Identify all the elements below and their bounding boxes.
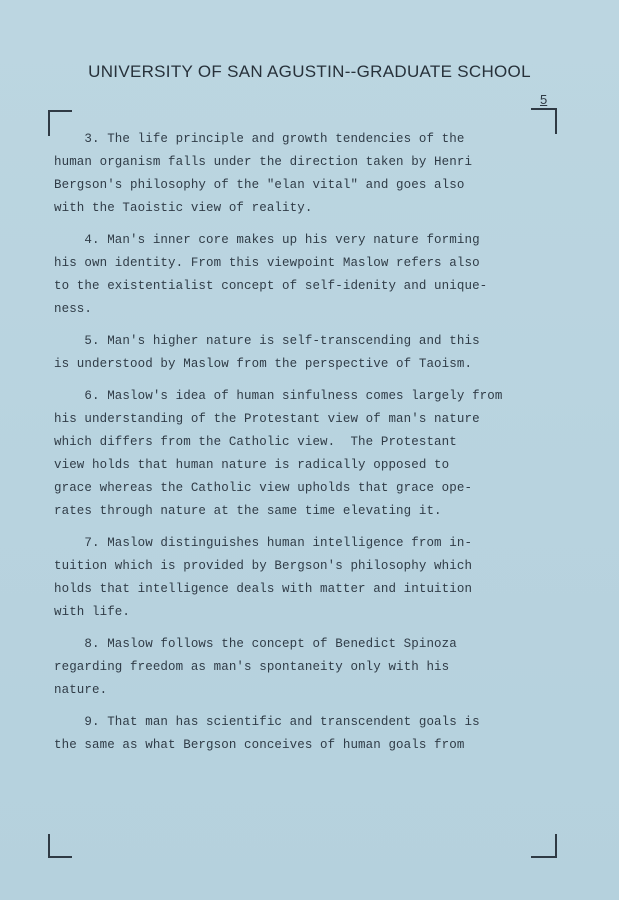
page-header-title: UNIVERSITY OF SAN AGUSTIN--GRADUATE SCHOOL	[88, 62, 531, 81]
text-line: ness.	[54, 302, 93, 316]
text-line: nature.	[54, 683, 108, 697]
text-line: with the Taoistic view of reality.	[54, 201, 313, 215]
paragraph-7	[54, 532, 564, 624]
text-line: 4. Man's inner core makes up his very nature forming	[54, 233, 480, 247]
text-line: 3. The life principle and growth tendencies of the	[54, 132, 465, 146]
text-line: 5. Man's higher nature is self-transcending and this	[54, 334, 480, 348]
text-line: rates through nature at the same time elevating it.	[54, 504, 442, 518]
text-line: 6. Maslow's idea of human sinfulness comes largely from	[54, 389, 503, 403]
text-line: holds that intelligence deals with matter and intuition	[54, 582, 473, 596]
paragraph-8	[54, 633, 564, 702]
text-line: grace whereas the Catholic view upholds that grace ope-	[54, 481, 473, 495]
text-line: the same as what Bergson conceives of human goals from	[54, 738, 465, 752]
paragraph-6	[54, 385, 564, 523]
paragraph-3	[54, 128, 564, 220]
crop-mark-bottom-right	[531, 834, 557, 858]
text-line: regarding freedom as man's spontaneity only with his	[54, 660, 450, 674]
paragraph-9	[54, 711, 564, 757]
text-line: to the existentialist concept of self-idenity and unique-	[54, 279, 488, 293]
text-line: 9. That man has scientific and transcendent goals is	[54, 715, 480, 729]
paragraph-4	[54, 229, 564, 321]
page-number: 5	[540, 92, 548, 107]
text-line: his own identity. From this viewpoint Maslow refers also	[54, 256, 480, 270]
text-line: view holds that human nature is radically opposed to	[54, 458, 450, 472]
text-line: 7. Maslow distinguishes human intelligence from in-	[54, 536, 473, 550]
paragraph-5	[54, 330, 564, 376]
text-line: human organism falls under the direction taken by Henri	[54, 155, 473, 169]
crop-mark-bottom-left	[48, 834, 72, 858]
text-line: with life.	[54, 605, 131, 619]
text-line: which differs from the Catholic view. The Protestant	[54, 435, 457, 449]
text-line: his understanding of the Protestant view of man's nature	[54, 412, 480, 426]
text-line: Bergson's philosophy of the "elan vital" and goes also	[54, 178, 465, 192]
typed-body-text	[54, 128, 564, 757]
text-line: 8. Maslow follows the concept of Benedict Spinoza	[54, 637, 457, 651]
text-line: is understood by Maslow from the perspective of Taoism.	[54, 357, 473, 371]
text-line: tuition which is provided by Bergson's philosophy which	[54, 559, 473, 573]
